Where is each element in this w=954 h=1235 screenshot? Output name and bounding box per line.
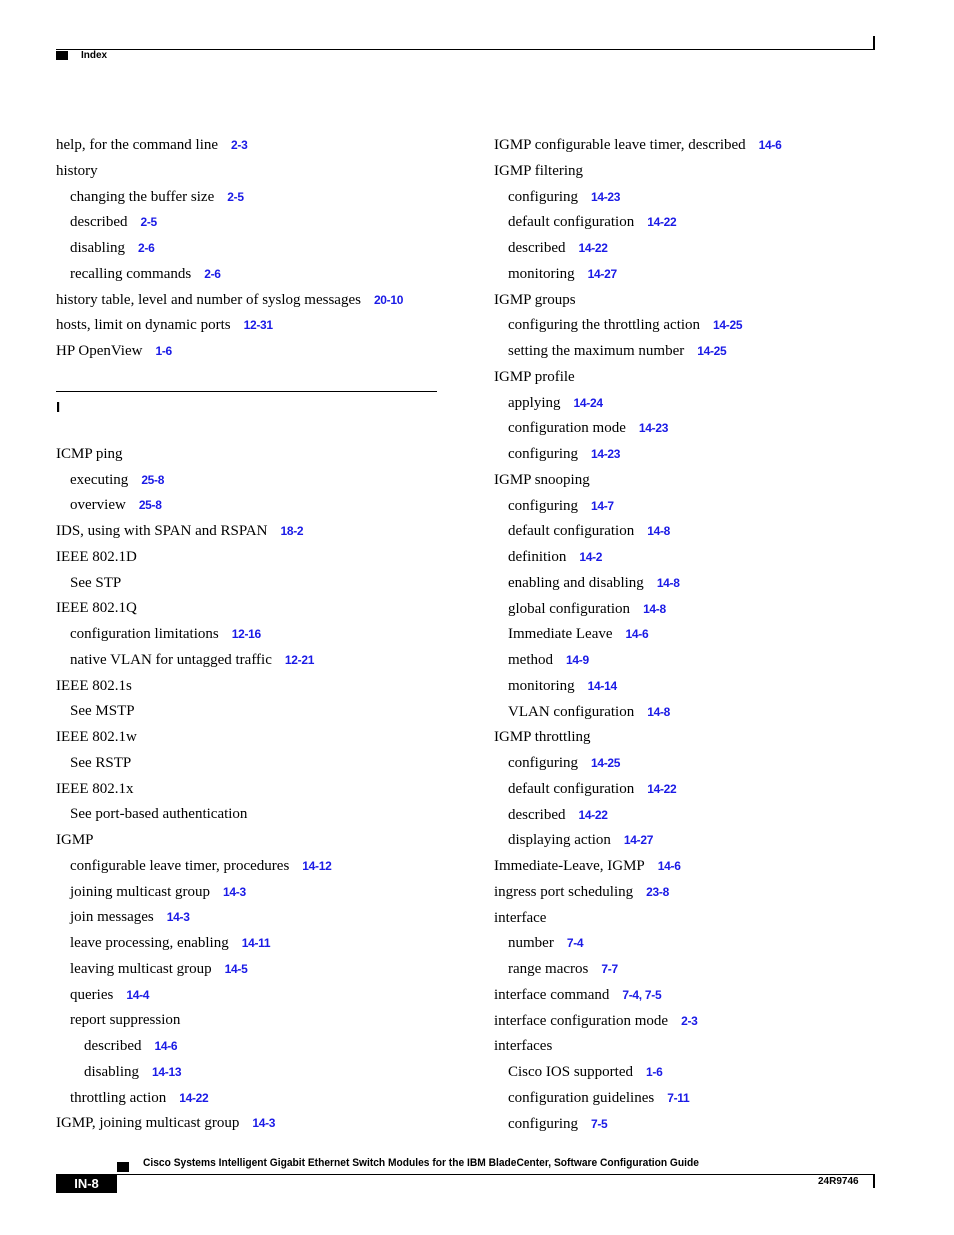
index-entry-term: recalling commands [70,265,192,282]
index-entry-term: HP OpenView [56,343,143,359]
index-entry-term: interfaces [494,1038,553,1055]
index-entry [494,1086,914,1112]
index-entry [56,339,456,365]
page-reference-link[interactable]: 7-4, 7-5 [622,987,662,1002]
index-entry-term: global configuration [508,600,631,617]
page-reference-link[interactable]: 2-5 [227,189,244,204]
index-entry [494,1112,914,1138]
index-entry [56,699,456,725]
page-reference-link[interactable]: 7-5 [590,1116,608,1131]
section-divider [56,365,456,442]
footer-title: Cisco Systems Intelligent Gigabit Ethernet Switch Modules for the IBM BladeCenter, Software Configuration Guide [143,1157,699,1169]
index-entry-term: ingress port scheduling [494,883,634,900]
index-entry-term: default configuration [508,780,635,797]
index-entry [56,545,456,571]
index-entry-term: IGMP filtering [494,162,584,179]
page-reference-link[interactable]: 2-6 [138,241,155,255]
index-entry [56,1008,456,1034]
index-entry-term: See port-based authentication [70,806,248,823]
index-entry [494,622,914,648]
index-entry [56,1060,456,1086]
page-reference-link[interactable]: 2-3 [231,138,248,152]
page-reference-link[interactable]: 18-2 [280,524,304,538]
section-letter: I [56,398,61,416]
footer-marker [117,1162,129,1172]
index-entry [494,725,914,751]
index-entry-term: help, for the command line [56,137,219,153]
page-reference-link[interactable]: 20-10 [373,292,404,307]
index-entry [494,262,914,288]
header-label: Index [81,50,108,61]
page-reference-link[interactable]: 14-8 [647,704,671,719]
page-reference-link[interactable]: 14-23 [638,421,669,436]
page-reference-link[interactable]: 14-23 [590,447,621,461]
index-entry [56,519,456,545]
index-entry [494,391,914,417]
page-reference-link[interactable]: 14-25 [590,756,621,770]
page-reference-link[interactable]: 14-3 [223,884,246,899]
index-entry-term: configuration limitations [70,626,219,642]
index-entry [494,674,914,700]
index-entry-term: displaying action [508,832,611,849]
index-entry [56,1111,456,1137]
index-entry-term: IGMP configurable leave timer, described [494,137,746,153]
index-entry [494,983,914,1009]
page-reference-link[interactable]: 14-22 [647,781,677,796]
page-reference-link[interactable]: 14-22 [179,1090,209,1105]
index-group-i-continued [494,133,914,1137]
index-entry [56,185,456,211]
index-entry-term: described [70,214,128,231]
index-entry-term: disabling [84,1063,139,1080]
index-entry-term: configuration guidelines [508,1089,655,1106]
index-entry [494,365,914,391]
index-entry [56,854,456,880]
index-entry-term: IGMP [56,832,94,848]
index-entry [56,648,456,674]
index-entry-term: disabling [70,240,125,256]
page-reference-link[interactable]: 7-7 [601,962,618,976]
page-reference-link[interactable]: 14-14 [587,678,617,693]
index-entry [494,1034,914,1060]
page-reference-link[interactable]: 2-3 [681,1013,698,1028]
page-reference-link[interactable]: 14-8 [647,524,671,539]
page-reference-link[interactable]: 14-12 [302,858,332,873]
index-entry-term: configuring [508,446,578,462]
index-entry [494,803,914,829]
index-entry-term: See MSTP [70,703,135,720]
index-entry-term: report suppression [70,1012,181,1029]
index-entry-term: interface configuration mode [494,1012,669,1029]
index-entry [494,519,914,545]
index-entry-term: configuring [508,497,578,514]
footer-edge-tick [873,1174,875,1188]
page-reference-link[interactable]: 14-13 [152,1064,182,1079]
index-entry-term: described [508,806,566,823]
index-entry [56,288,456,314]
index-entry [56,751,456,777]
page-reference-link[interactable]: 14-22 [578,807,608,822]
index-entry-term: IEEE 802.1x [56,780,134,797]
index-entry-term: range macros [508,961,589,977]
document-number: 24R9746 [818,1176,859,1187]
index-entry [494,906,914,932]
index-entry-term: ICMP ping [56,445,123,462]
index-entry-term: interface command [494,986,610,1003]
index-entry-term: history table, level and number of syslog messages [56,291,361,308]
index-entry [494,313,914,339]
index-entry [494,571,914,597]
header-rule [56,49,874,50]
index-entry [56,236,456,262]
page-reference-link[interactable]: 2-5 [140,215,157,230]
index-entry-term: configuration mode [508,420,626,437]
index-entry [56,777,456,803]
index-entry-term: queries [70,986,114,1003]
index-group-i [56,442,456,1137]
index-group-h [56,133,456,365]
index-entry-term: IDS, using with SPAN and RSPAN [56,523,268,539]
index-entry [494,1009,914,1035]
index-entry-term: configurable leave timer, procedures [70,857,290,874]
index-entry [494,494,914,520]
index-entry-term: Immediate Leave [508,626,613,643]
index-entry [494,236,914,262]
page-reference-link[interactable]: 14-24 [573,395,603,410]
page-reference-link[interactable]: 12-16 [231,627,261,641]
page-reference-link[interactable]: 14-22 [647,215,677,230]
index-entry-term: enabling and disabling [508,574,644,591]
index-entry-term: joining multicast group [70,883,210,900]
page-reference-link[interactable]: 14-8 [656,575,680,590]
page-reference-link[interactable]: 23-8 [646,884,669,899]
index-entry-term: native VLAN for untagged traffic [70,651,272,668]
index-entry-term: changing the buffer size [70,188,215,205]
page-reference-link[interactable]: 14-27 [623,833,654,848]
page-reference-link[interactable]: 7-4 [566,936,584,951]
index-entry [56,596,456,622]
index-entry-term: definition [508,549,567,565]
page-reference-link[interactable]: 14-6 [758,138,782,152]
index-entry [56,828,456,854]
index-entry-term: monitoring [508,265,575,282]
header-marker [56,51,68,60]
index-entry [494,1060,914,1086]
index-entry-term: default configuration [508,214,635,231]
page-reference-link[interactable]: 25-8 [141,472,165,487]
index-entry [494,597,914,623]
index-entry [56,802,456,828]
index-entry-term: See STP [70,574,122,591]
index-entry-term: described [84,1038,142,1054]
index-entry-term: hosts, limit on dynamic ports [56,317,231,334]
index-entry-term: leaving multicast group [70,960,212,977]
index-entry [494,468,914,494]
page-reference-link[interactable]: 14-4 [126,987,150,1002]
index-entry-term: VLAN configuration [508,703,635,720]
index-entry-term: monitoring [508,677,575,694]
page-reference-link[interactable]: 14-5 [224,961,248,976]
index-entry [56,931,456,957]
page-reference-link[interactable]: 14-23 [590,189,621,204]
index-entry-term: history [56,162,98,179]
index-entry-term: method [508,652,553,668]
footer-rule [56,1174,874,1175]
index-entry-term: IEEE 802.1s [56,677,132,694]
index-entry-term: Immediate-Leave, IGMP [494,858,645,874]
index-entry [56,1086,456,1112]
index-entry-term: leave processing, enabling [70,935,229,951]
index-entry [56,983,456,1009]
index-entry-term: configuring the throttling action [508,317,701,334]
page-reference-link[interactable]: 14-11 [241,936,271,950]
index-entry-term: IGMP groups [494,291,576,308]
page-reference-link[interactable]: 14-2 [579,550,603,564]
index-entry [56,133,456,159]
page-reference-link[interactable]: 14-6 [625,627,649,642]
page-reference-link[interactable]: 14-27 [587,266,617,281]
index-entry-term: IEEE 802.1D [56,548,137,565]
index-entry [494,880,914,906]
index-entry-term: IGMP profile [494,368,575,385]
index-entry-term: configuring [508,1115,578,1132]
header-edge-tick [873,36,875,50]
index-entry [56,622,456,648]
index-entry [56,880,456,906]
index-entry-term: IEEE 802.1w [56,729,137,745]
page-reference-link[interactable]: 14-22 [578,241,608,255]
index-entry [56,159,456,185]
page-reference-link[interactable]: 14-25 [697,344,727,358]
index-entry-term: See RSTP [70,754,132,771]
index-entry [56,725,456,751]
index-entry [56,957,456,983]
index-entry-term: overview [70,497,126,514]
index-entry-term: IGMP snooping [494,471,590,488]
index-entry [494,700,914,726]
index-entry [56,571,456,597]
index-entry [494,288,914,314]
index-entry [494,339,914,365]
index-column-left [56,133,456,1137]
index-entry [494,957,914,983]
index-entry [56,442,456,468]
index-entry [494,751,914,777]
page-reference-link[interactable]: 14-8 [643,601,666,616]
page-reference-link[interactable]: 14-7 [590,498,614,513]
page-reference-link[interactable]: 14-3 [166,910,190,925]
index-entry-term: configuring [508,755,578,771]
page-reference-link[interactable]: 25-8 [138,498,162,513]
index-entry-term: configuring [508,188,578,205]
index-entry [494,185,914,211]
index-entry [56,905,456,931]
page-reference-link[interactable]: 14-3 [252,1116,276,1131]
index-entry-term: throttling action [70,1089,167,1106]
index-entry [56,674,456,700]
index-entry-term: number [508,935,554,952]
index-entry-term: IEEE 802.1Q [56,600,137,617]
index-entry [494,159,914,185]
index-entry [494,777,914,803]
section-rule [56,391,437,392]
page-reference-link[interactable]: 1-6 [155,344,172,358]
page-number: IN-8 [56,1175,117,1193]
index-entry-term: applying [508,394,561,411]
page-reference-link[interactable]: 12-31 [243,318,273,333]
index-entry-term: IGMP throttling [494,729,591,746]
index-column-right [494,133,914,1137]
index-entry [56,262,456,288]
index-entry-term: described [508,240,566,256]
page-reference-link[interactable]: 1-6 [646,1065,663,1079]
page-reference-link[interactable]: 14-6 [657,859,681,873]
page-reference-link[interactable]: 2-6 [204,266,221,281]
page-reference-link[interactable]: 12-21 [284,652,315,667]
index-entry-term: default configuration [508,523,635,540]
index-entry [494,442,914,468]
page-reference-link[interactable]: 7-11 [667,1090,690,1105]
index-entry-term: Cisco IOS supported [508,1064,633,1080]
page-reference-link[interactable]: 14-25 [713,318,743,333]
index-entry [494,545,914,571]
index-entry [56,493,456,519]
page-reference-link[interactable]: 14-6 [154,1039,178,1053]
index-entry [494,133,914,159]
index-entry [494,854,914,880]
index-entry [494,210,914,236]
index-entry-term: executing [70,471,129,488]
index-entry-term: IGMP, joining multicast group [56,1115,240,1132]
index-entry [494,828,914,854]
index-entry [494,931,914,957]
index-entry [56,210,456,236]
index-entry [56,1034,456,1060]
index-entry [494,416,914,442]
index-entry [494,648,914,674]
index-entry-term: setting the maximum number [508,343,685,359]
index-entry [56,313,456,339]
page-reference-link[interactable]: 14-9 [566,653,589,667]
index-entry-term: interface [494,909,547,926]
index-entry [56,468,456,494]
index-entry-term: join messages [70,909,154,926]
